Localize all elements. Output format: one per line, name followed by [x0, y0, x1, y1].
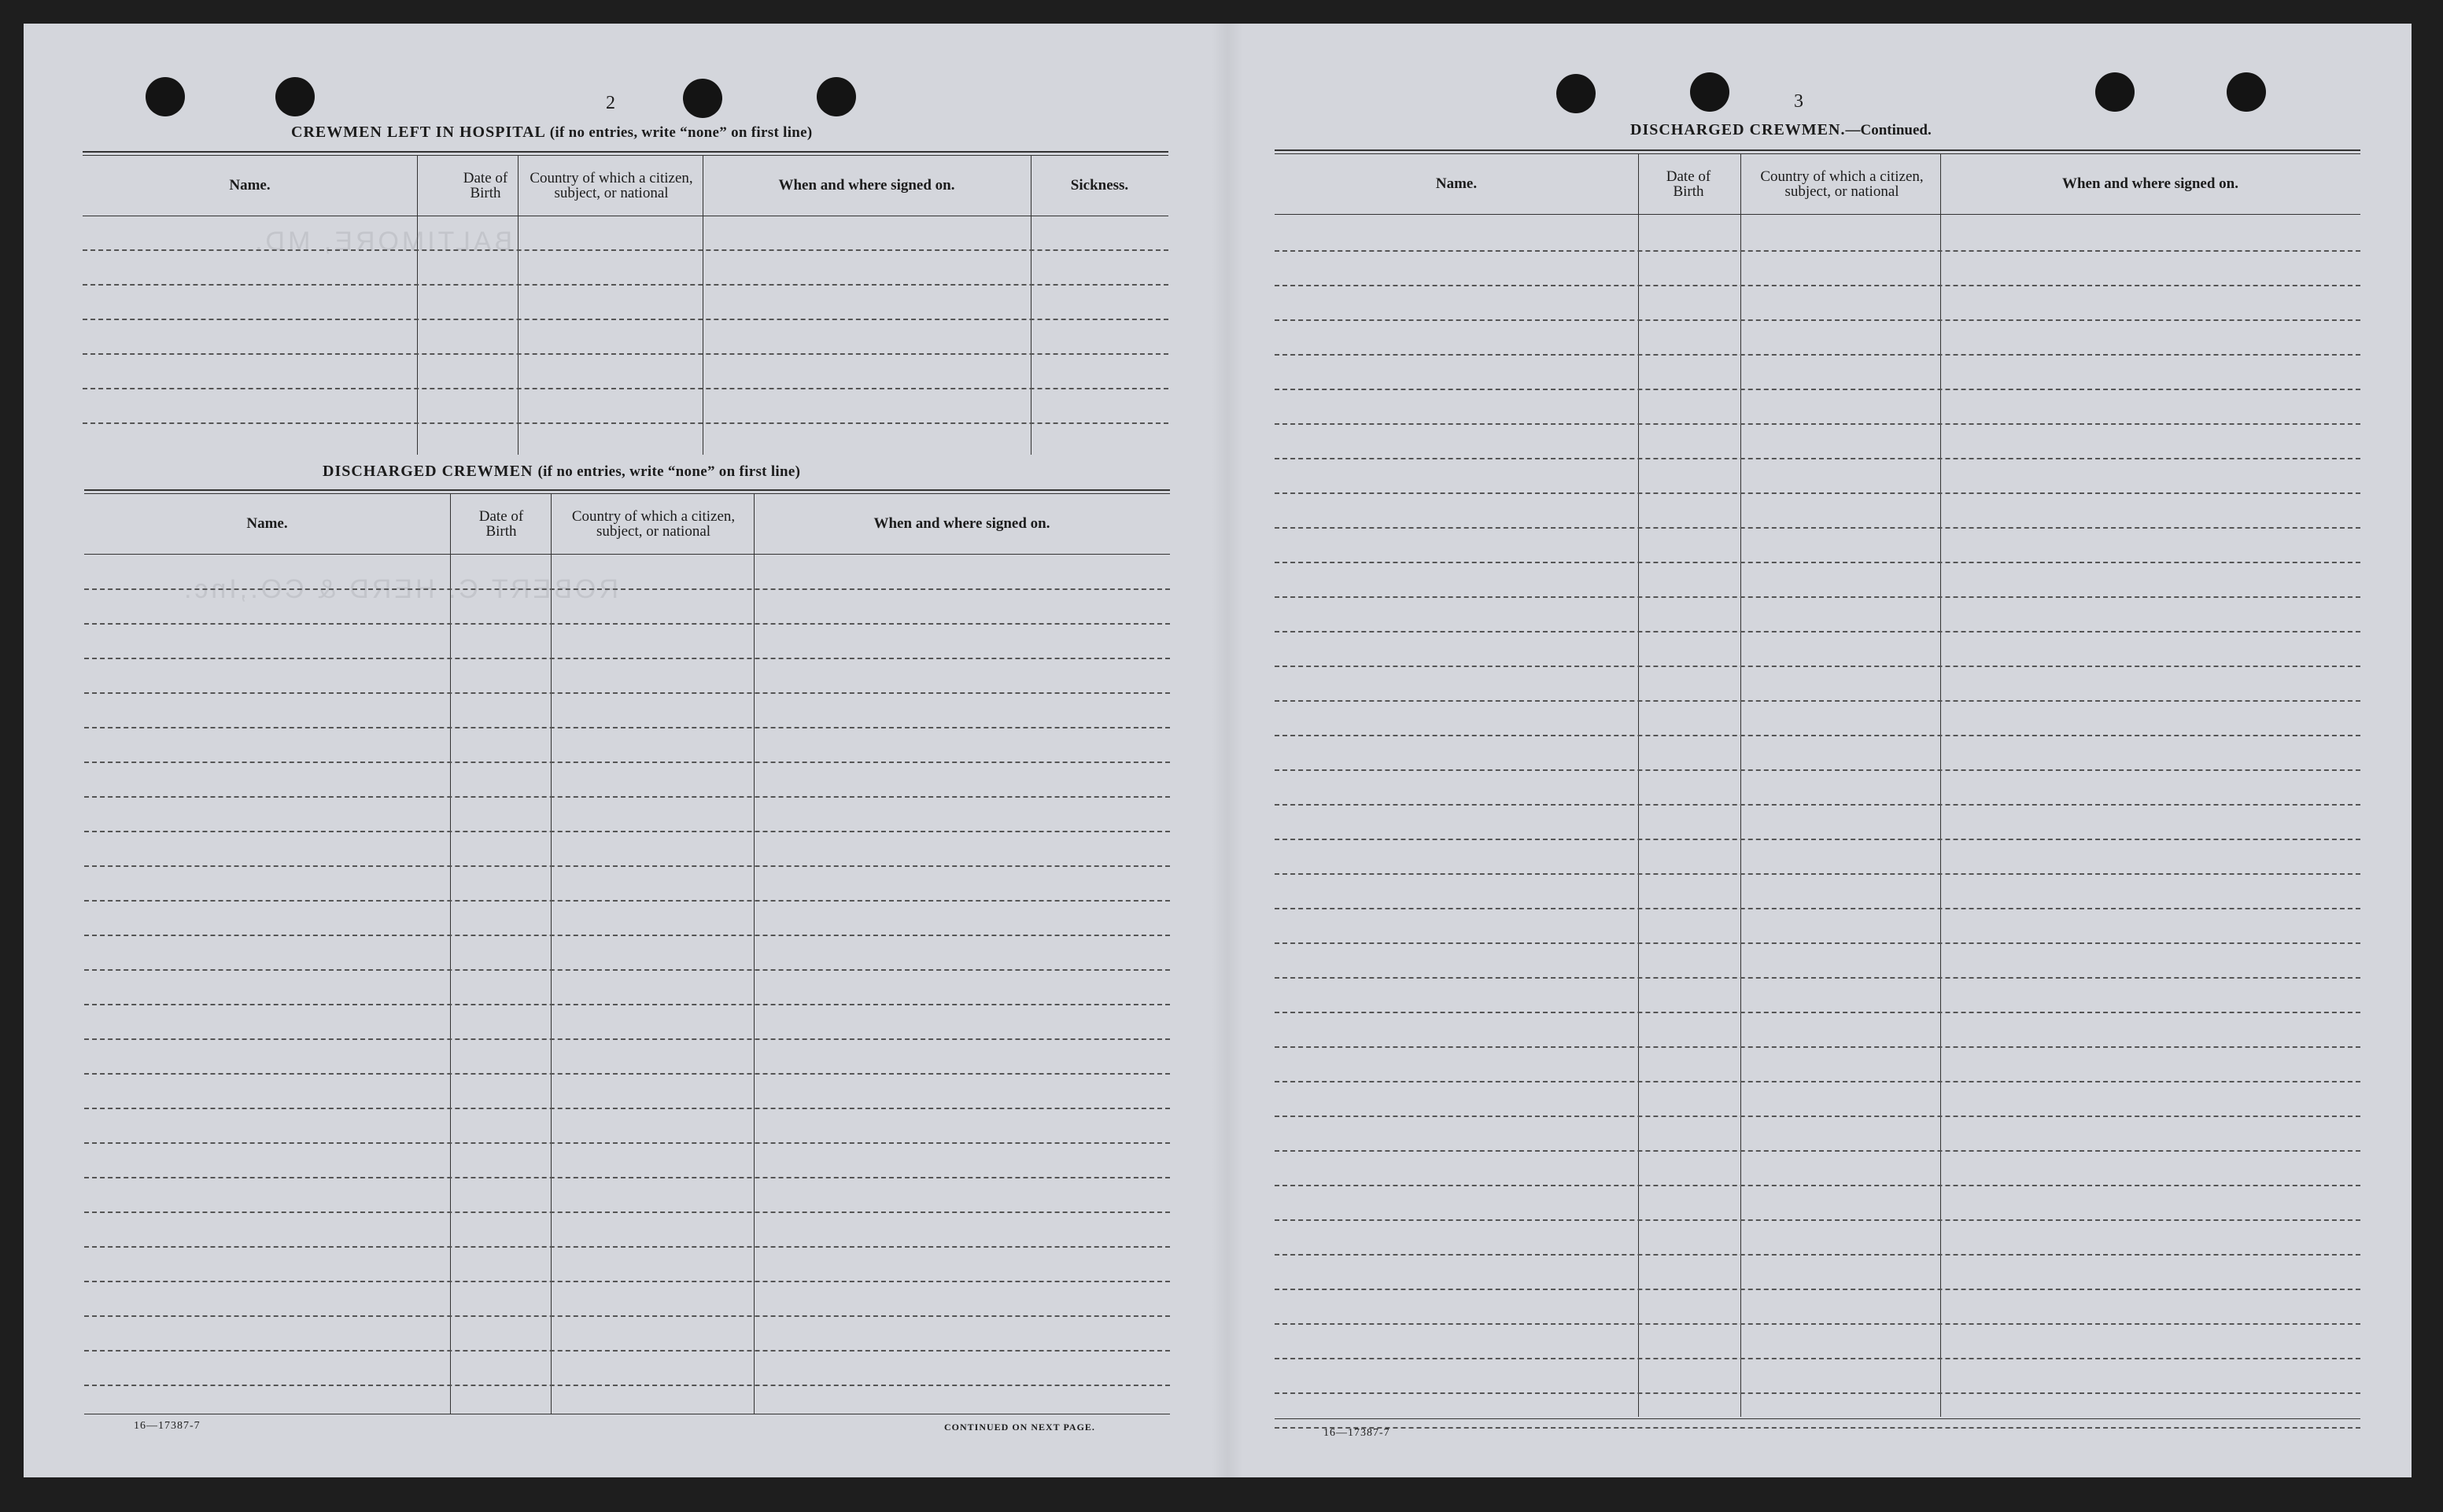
discharged-section-title: [323, 463, 800, 481]
col-header-signed-on: When and where signed on.: [778, 177, 955, 194]
entry-row-line: [84, 658, 1170, 659]
entry-row-line: [84, 623, 1170, 625]
punch-hole: [817, 77, 856, 116]
entry-row-line: [1275, 1185, 2360, 1186]
punch-hole: [1690, 72, 1729, 112]
col-header-dob: Date of Birth: [1666, 168, 1711, 200]
entry-row-line: [1275, 1012, 2360, 1013]
discharged-continued-title: [1630, 121, 1932, 139]
form-code-right: 16—17387-7: [1323, 1427, 1390, 1439]
hospital-title-note: (if no entries, write “none” on first line): [549, 124, 813, 141]
entry-row-line: [84, 1281, 1170, 1282]
entry-row-line: [83, 353, 1168, 355]
entry-row-line: [1275, 285, 2360, 286]
entry-row-line: [1275, 1289, 2360, 1290]
entry-row-line: [1275, 319, 2360, 321]
entry-row-line: [1275, 1392, 2360, 1394]
col-header-country: Country of which a citizen, subject, or national: [1760, 168, 1924, 200]
entry-row-line: [1275, 562, 2360, 563]
entry-row-line: [84, 1211, 1170, 1213]
entry-row-line: [83, 249, 1168, 251]
entry-row-line: [84, 1038, 1170, 1040]
discharged-continued-text: DISCHARGED CREWMEN.: [1630, 121, 1846, 138]
hospital-title-text: CREWMEN LEFT IN HOSPITAL: [291, 124, 545, 141]
entry-row-line: [1275, 769, 2360, 771]
faded-stamp: BALTIMORE, MD.: [252, 227, 513, 256]
entry-row-line: [1275, 631, 2360, 632]
col-header-country: Country of which a citizen, subject, or national: [530, 170, 693, 201]
entry-row-line: [84, 1142, 1170, 1144]
col-header-name: Name.: [1435, 175, 1478, 192]
entry-row-line: [83, 388, 1168, 389]
entry-row-line: [83, 319, 1168, 320]
entry-row-line: [84, 1177, 1170, 1178]
entry-row-line: [84, 762, 1170, 763]
discharged-title-text: DISCHARGED CREWMEN: [323, 463, 533, 480]
entry-row-line: [84, 935, 1170, 936]
page-number-left: 2: [606, 93, 615, 113]
col-header-name: Name.: [229, 177, 271, 194]
entry-row-line: [84, 969, 1170, 971]
entry-row-line: [84, 865, 1170, 867]
entry-row-line: [1275, 492, 2360, 494]
punch-hole: [2227, 72, 2266, 112]
entry-row-line: [1275, 389, 2360, 390]
punch-hole: [1556, 74, 1596, 113]
hospital-table: [83, 151, 1168, 458]
document-sheet: [24, 24, 2412, 1477]
entry-row-line: [1275, 423, 2360, 425]
entry-row-line: [1275, 908, 2360, 909]
punch-hole: [2095, 72, 2135, 112]
entry-row-line: [1275, 735, 2360, 736]
entry-row-line: [1275, 1116, 2360, 1117]
entry-row-line: [1275, 527, 2360, 529]
entry-row-line: [84, 1315, 1170, 1317]
entry-row-line: [1275, 1150, 2360, 1152]
entry-row-line: [1275, 1323, 2360, 1325]
center-fold: [1212, 24, 1243, 1477]
col-header-country: Country of which a citizen, subject, or national: [571, 508, 736, 540]
punch-hole: [683, 79, 722, 118]
entry-row-line: [1275, 977, 2360, 979]
entry-row-line: [84, 796, 1170, 798]
entry-row-line: [84, 1108, 1170, 1109]
entry-row-line: [1275, 804, 2360, 806]
hospital-section-title: [291, 124, 813, 142]
entry-row-line: [84, 900, 1170, 902]
continued-note: CONTINUED ON NEXT PAGE.: [944, 1422, 1095, 1433]
entry-row-line: [1275, 873, 2360, 875]
entry-row-line: [84, 1004, 1170, 1005]
discharged-continued-table: [1275, 149, 2360, 1420]
entry-row-line: [84, 1385, 1170, 1386]
col-header-sickness: Sickness.: [1070, 177, 1129, 194]
entry-row-line: [1275, 1081, 2360, 1082]
discharged-title-note: (if no entries, write “none” on first line): [537, 463, 801, 480]
entry-row-line: [1275, 1254, 2360, 1256]
punch-hole: [275, 77, 315, 116]
entry-row-line: [1275, 1427, 2360, 1429]
entry-row-line: [1275, 458, 2360, 459]
entry-row-line: [1275, 596, 2360, 598]
continued-label: —Continued.: [1845, 122, 1932, 138]
entry-row-line: [1275, 354, 2360, 356]
col-header-signed-on: When and where signed on.: [873, 515, 1050, 532]
discharged-table: [84, 489, 1170, 1418]
punch-hole: [146, 77, 185, 116]
entry-row-line: [84, 1246, 1170, 1248]
entry-row-line: [84, 692, 1170, 694]
page-number-right: 3: [1794, 91, 1803, 112]
col-header-dob: Date of Birth: [463, 170, 508, 201]
entry-row-line: [1275, 700, 2360, 702]
col-header-name: Name.: [246, 515, 288, 532]
entry-row-line: [1275, 839, 2360, 840]
entry-row-line: [83, 422, 1168, 424]
form-code-left: 16—17387-7: [134, 1420, 201, 1432]
col-header-signed-on: When and where signed on.: [2061, 175, 2238, 192]
entry-row-line: [1275, 1046, 2360, 1048]
entry-row-line: [84, 1350, 1170, 1352]
faded-stamp: ROBERT C. HERD & CO.,Inc.: [181, 574, 618, 604]
entry-row-line: [84, 727, 1170, 728]
entry-row-line: [84, 1073, 1170, 1075]
entry-row-line: [83, 284, 1168, 286]
col-header-dob: Date of Birth: [478, 508, 524, 540]
entry-row-line: [1275, 250, 2360, 252]
entry-row-line: [84, 831, 1170, 832]
entry-row-line: [1275, 942, 2360, 944]
entry-row-line: [1275, 1219, 2360, 1221]
entry-row-line: [1275, 1358, 2360, 1359]
entry-row-line: [1275, 666, 2360, 667]
